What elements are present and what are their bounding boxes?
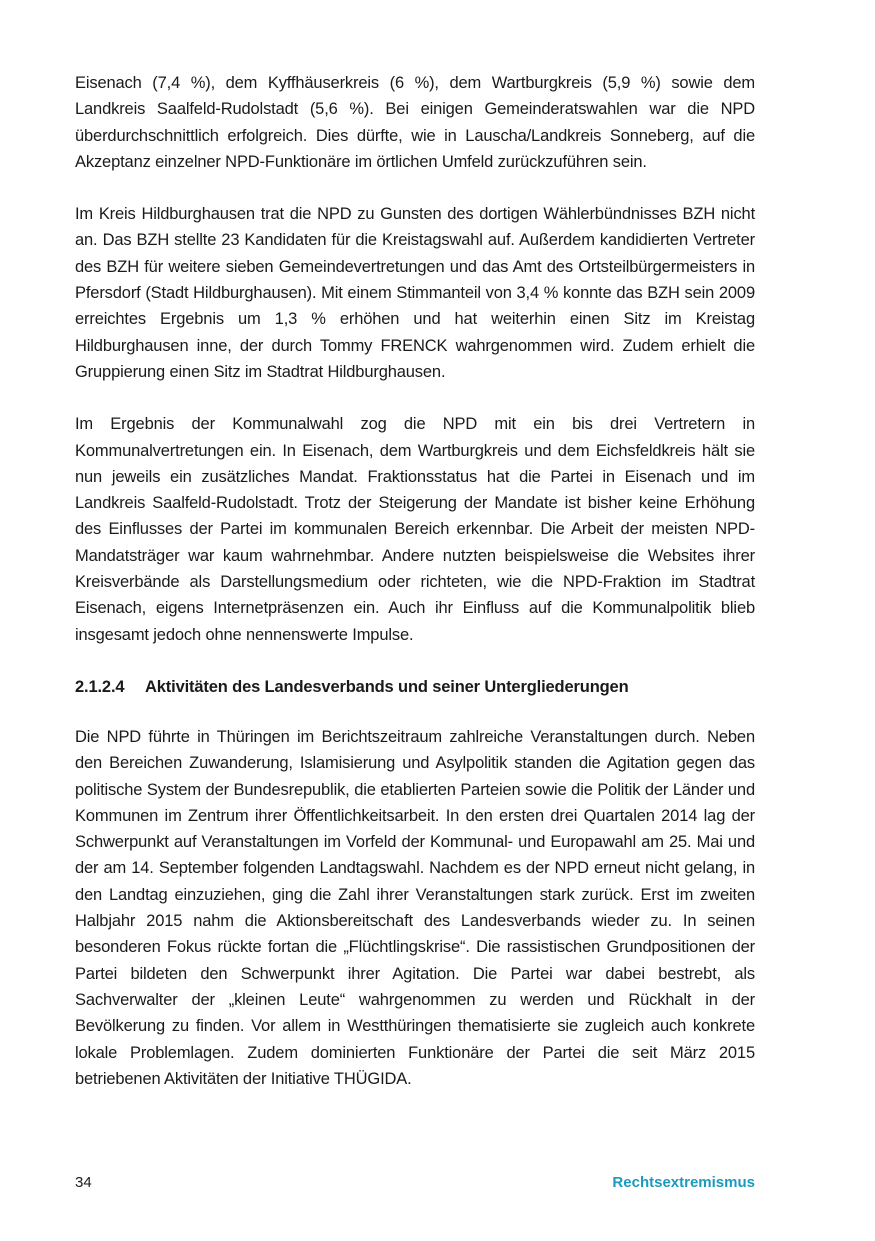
page-body — [75, 70, 755, 1118]
paragraph-activities: Die NPD führte in Thüringen im Berichtszeitraum zahlreiche Veranstaltungen durch. Neben den Bereichen Zuwanderung, Islamisierung und Asylpolitik standen die Agitation gegen das politische System der Bundesrepublik, die etablierten Parteien sowie die Politik der Länder und Kommunen im Zentrum ihrer Öffentlichkeitsarbeit. In den ersten drei Quartalen 2014 lag der Schwerpunkt auf Veranstaltungen im Vorfeld der Kommunal- und Europawahl am 25. Mai und der am 14. September folgenden Landtagswahl. Nachdem es der NPD erneut nicht gelang, in den Landtag einzuziehen, ging die Zahl ihrer Veranstaltungen stark zurück. Erst im zweiten Halbjahr 2015 nahm die Aktionsbereitschaft des Landesverbands wieder zu. In seinen besonderen Fokus rückte fortan die „Flüchtlingskrise“. Die rassistischen Grundpositionen der Partei bildeten den Schwerpunkt ihrer Agitation. Die Partei war dabei bestrebt, als Sachverwalter der „kleinen Leute“ wahrgenommen zu werden und Rückhalt in der Bevölkerung zu finden. Vor allem in Westthüringen thematisierte sie zugleich auch konkrete lokale Problemlagen. Zudem dominierten Funktionäre der Partei die seit März 2015 betriebenen Aktivitäten der Initiative THÜGIDA. — [75, 727, 755, 1088]
paragraph-election-results: Eisenach (7,4 %), dem Kyffhäuserkreis (6 %), dem Wartburgkreis (5,9 %) sowie dem Landkreis Saalfeld-Rudolstadt (5,6 %). Bei einigen Gemeinderatswahlen war die NPD überdurchschnittlich erfolgreich. Dies dürfte, wie in Lauscha/Landkreis Sonneberg, auf die Akzeptanz einzelner NPD-Funktionäre im örtlichen Umfeld zurückzuführen sein. — [75, 74, 755, 171]
paragraph-hildburghausen: Im Kreis Hildburghausen trat die NPD zu Gunsten des dortigen Wählerbündnisses BZH nicht an. Das BZH stellte 23 Kandidaten für die Kreistagswahl auf. Außerdem kandidierten Vertreter des BZH für weitere sieben Gemeindevertretungen und das Amt des Ortsteilbürgermeisters in Pfersdorf (Stadt Hildburghausen). Mit einem Stimmanteil von 3,4 % konnte das BZH sein 2009 erreichtes Ergebnis um 1,3 % erhöhen und hat weiterhin einen Sitz im Kreistag Hildburghausen inne, der durch Tommy FRENCK wahrgenommen wird. Zudem erhielt die Gruppierung einen Sitz im Stadtrat Hildburghausen. — [75, 205, 755, 381]
section-title: Aktivitäten des Landesverbands und seiner Untergliederungen — [145, 677, 629, 696]
running-title: Rechtsextremismus — [612, 1174, 755, 1191]
page-number: 34 — [75, 1174, 92, 1191]
section-number: 2.1.2.4 — [75, 677, 125, 696]
section-heading — [75, 674, 755, 700]
paragraph-kommunalwahl: Im Ergebnis der Kommunalwahl zog die NPD mit ein bis drei Vertretern in Kommunalvertretungen ein. In Eisenach, dem Wartburgkreis und dem Eichsfeldkreis hält sie nun jeweils ein zusätzliches Mandat. Fraktionsstatus hat die Partei in Eisenach und im Landkreis Saalfeld-Rudolstadt. Trotz der Steigerung der Mandate ist bisher keine Erhöhung des Einflusses der Partei im kommunalen Bereich erkennbar. Die Arbeit der meisten NPD-Mandatsträger war kaum wahrnehmbar. Andere nutzten beispielsweise die Websites ihrer Kreisverbände als Darstellungsmedium oder richteten, wie die NPD-Fraktion im Stadtrat Eisenach, eigens Internetpräsenzen ein. Auch ihr Einfluss auf die Kommunalpolitik blieb insgesamt jedoch ohne nennenswerte Impulse. — [75, 415, 755, 644]
page-footer — [75, 1170, 755, 1196]
